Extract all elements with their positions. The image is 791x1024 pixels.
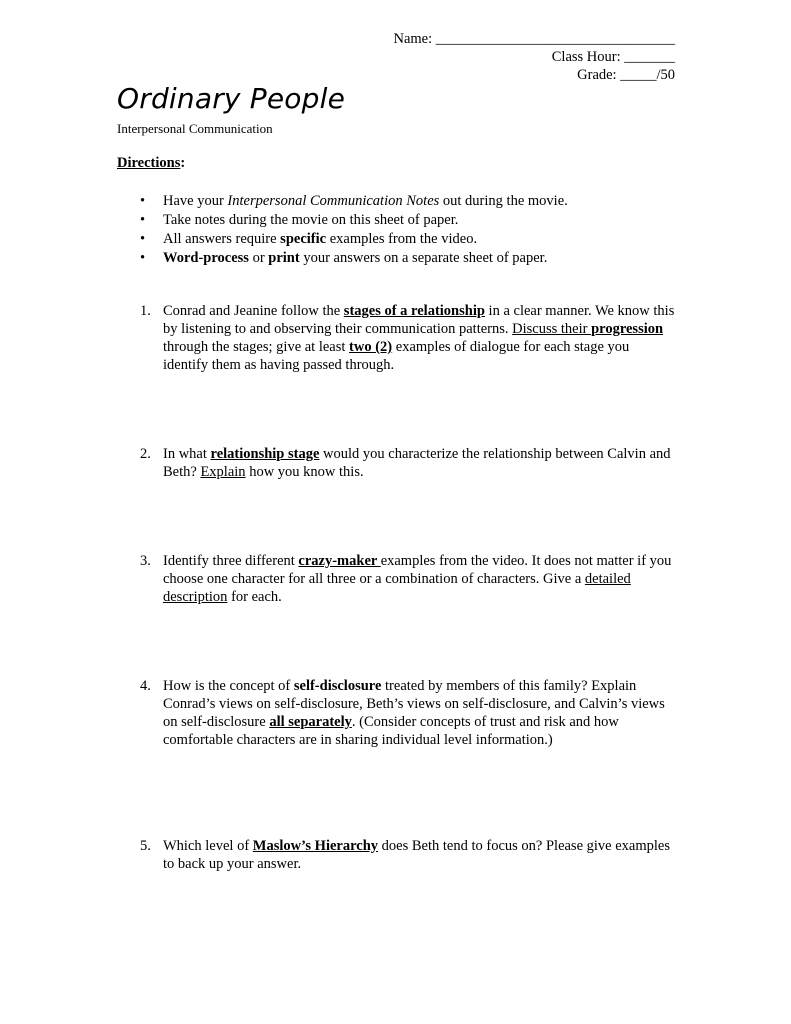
question-2 [117, 445, 677, 481]
question-text-part: in a clear manner. We know this by listening to and observing their communication patterns. [163, 303, 675, 337]
question-text [163, 677, 677, 749]
question-instruction: Discuss their [512, 321, 592, 337]
question-number: 5. [140, 838, 151, 854]
question-key-term: two (2) [349, 339, 393, 355]
bullet-icon: • [140, 250, 146, 266]
question-text-part: through the stages; give at least [163, 339, 350, 355]
class-hour-field: Class Hour: _______ [551, 49, 675, 65]
question-text-part: examples from the video. It does not matter if you choose one character for all three or a combination of characters. Give a [163, 553, 672, 587]
question-number: 1. [140, 303, 151, 319]
question-instruction: detailed description [163, 571, 631, 605]
page-title: Ordinary People [117, 82, 346, 115]
header-fields [393, 30, 675, 84]
list-item [117, 249, 677, 268]
question-number: 2. [140, 446, 151, 462]
question-instruction: Explain [200, 464, 246, 480]
question-key-term: Maslow’s Hierarchy [252, 838, 379, 854]
directions-label: Directions [117, 155, 181, 171]
question-key-term: self-disclosure [293, 678, 382, 694]
bullet-emphasis: Interpersonal Communication Notes [227, 193, 440, 209]
grade-field: Grade: _____/50 [577, 67, 675, 83]
question-text-part: examples of dialogue for each stage you identify them as having passed through. [163, 339, 630, 373]
bullet-text: out during the movie. [439, 193, 568, 209]
bullet-emphasis: Word-process [163, 250, 249, 266]
bullet-text: examples from the video. [326, 231, 478, 247]
question-text [163, 837, 677, 873]
directions-heading [117, 155, 185, 172]
list-item [117, 211, 677, 230]
question-number: 3. [140, 553, 151, 569]
question-key-term: stages of a relationship [343, 303, 485, 319]
bullet-text: or [248, 250, 269, 266]
question-key-term: relationship stage [210, 446, 320, 462]
bullet-emphasis: specific [280, 231, 327, 247]
question-text-part: In what [163, 446, 211, 462]
question-number: 4. [140, 678, 151, 694]
question-text-part: Which level of [163, 838, 253, 854]
bullet-text: your answers on a separate sheet of paper. [299, 250, 548, 266]
page-subtitle: Interpersonal Communication [117, 121, 273, 136]
question-text-part: would you characterize the relationship between Calvin and Beth? [163, 446, 671, 480]
question-text-part: Conrad and Jeanine follow the [163, 303, 344, 319]
list-item [117, 230, 677, 249]
question-key-term: crazy-maker [298, 553, 381, 569]
question-1 [117, 302, 677, 374]
name-field: Name: _________________________________ [393, 31, 675, 47]
bullet-icon: • [140, 212, 146, 228]
question-text-part: treated by members of this family? Explain Conrad’s views on self-disclosure, Beth’s views on self-disclosure, and Calvin’s views on self-disclosure [163, 678, 665, 730]
question-text-part: how you know this. [245, 464, 364, 480]
question-key-term: all separately [269, 714, 352, 730]
bullet-emphasis: print [268, 250, 300, 266]
directions-colon: : [180, 155, 186, 171]
question-text [163, 302, 677, 374]
bullet-icon: • [140, 231, 146, 247]
bullet-text: Take notes during the movie on this sheet of paper. [163, 212, 459, 228]
question-text-part: does Beth tend to focus on? Please give examples to back up your answer. [163, 838, 670, 872]
directions-list [117, 192, 677, 268]
question-text [163, 445, 677, 481]
question-text-part: for each. [227, 589, 282, 605]
question-3 [117, 552, 677, 606]
question-4 [117, 677, 677, 749]
question-text-part: . (Consider concepts of trust and risk and how comfortable characters are in sharing individual level information.) [163, 714, 619, 748]
bullet-icon: • [140, 193, 146, 209]
question-key-term: progression [591, 321, 664, 337]
list-item [117, 192, 677, 211]
question-5 [117, 837, 677, 873]
question-text-part: Identify three different [163, 553, 299, 569]
bullet-text: Have your [163, 193, 228, 209]
bullet-text: All answers require [163, 231, 281, 247]
question-text [163, 552, 677, 606]
question-text-part: How is the concept of [163, 678, 294, 694]
